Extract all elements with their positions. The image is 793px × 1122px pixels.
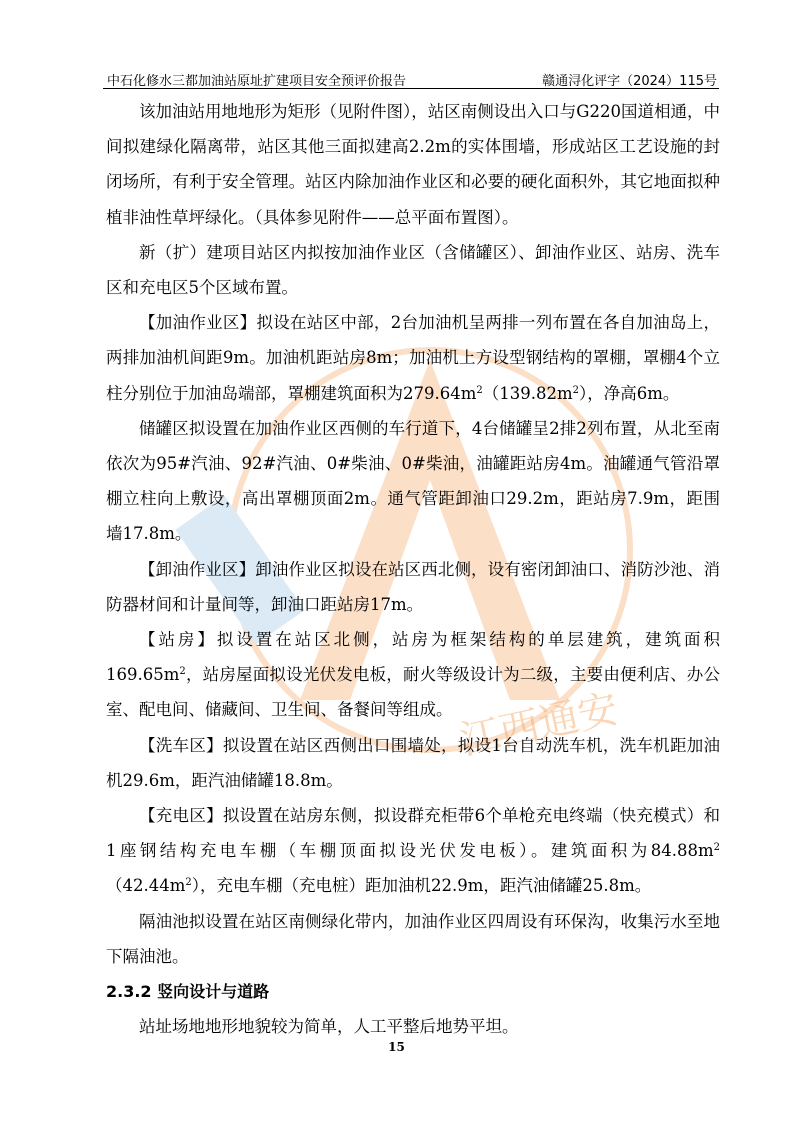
paragraph-vertical-design: 站址场地地形地貌较为简单，人工平整后地势平坦。 [139, 1017, 519, 1037]
paragraph-zones: 新（扩）建项目站区内拟按加油作业区（含储罐区）、卸油作业区、站房、洗车区和充电区5个区域布置。 [106, 242, 720, 298]
section-heading: 2.3.2 竖向设计与道路 [106, 982, 270, 1002]
paragraph-site-layout: 该加油站用地地形为矩形（见附件图），站区南侧设出入口与G220国道相通，中间拟建绿化隔离带，站区其他三面拟建高2.2m的实体围墙，形成站区工艺设施的封闭场所，有利于安全管理。站区内除加油作业区和必要的硬化面积外，其它地面拟种植非油性草坪绿化。（具体参见附件——总平面布置图）。 [106, 102, 720, 227]
paragraph-fueling-area: 【加油作业区】拟设在站区中部，2台加油机呈两排一列布置在各自加油岛上，两排加油机间距9m。加油机距站房8m；加油机上方设型钢结构的罩棚，罩棚4个立柱分别位于加油岛端部，罩棚建筑面积为$279.64m^2(139.82m^2)$，净高6m。 [106, 313, 720, 403]
paragraph-unloading-area: 【卸油作业区】卸油作业区拟设在站区西北侧，设有密闭卸油口、消防沙池、消防器材间和计量间等，卸油口距站房17m。 [106, 559, 720, 614]
header-report-title: 中石化修水三都加油站原址扩建项目安全预评价报告 [107, 74, 407, 89]
paragraph-station-house: 【站房】拟设置在站区北侧，站房为框架结构的单层建筑，建筑面积$169.65m^2$，站房屋面拟设光伏发电板，耐火等级设计为二级，主要由便利店、办公室、配电间、储藏间、卫生间、备餐间等组成。 [106, 630, 720, 720]
watermark-text: 江西通安 [456, 685, 623, 765]
document-body [106, 94, 720, 1044]
page-header [103, 68, 719, 89]
header-report-number: 赣通浔化评字（2024）115号 [542, 74, 717, 89]
page-number: 15 [388, 1040, 405, 1054]
paragraph-tank-area: 储罐区拟设置在加油作业区西侧的车行道下，4台储罐呈2排2列布置，从北至南依次为95#汽油、92#汽油、0#柴油、0#柴油，油罐距站房4m。油罐通气管沿罩棚立柱向上敷设，高出罩棚顶面2m。通气管距卸油口29.2m，距站房7.9m，距围墙17.8m。 [106, 418, 720, 544]
paragraph-oil-separator: 隔油池拟设置在站区南侧绿化带内，加油作业区四周设有环保沟，收集污水至地下隔油池。 [106, 911, 720, 966]
paragraph-car-wash: 【洗车区】拟设置在站区西侧出口围墙处，拟设1台自动洗车机，洗车机距加油机29.6m，距汽油储罐18.8m。 [106, 735, 720, 790]
paragraph-charging-area: 【充电区】拟设置在站房东侧，拟设群充柜带6个单枪充电终端（快充模式）和1座钢结构充电车棚（车棚顶面拟设光伏发电板）。建筑面积为$84.88m^2(42.44m^2)$，充电车棚（充电桩）距加油机22.9m，距汽油储罐25.8m。 [106, 806, 720, 896]
